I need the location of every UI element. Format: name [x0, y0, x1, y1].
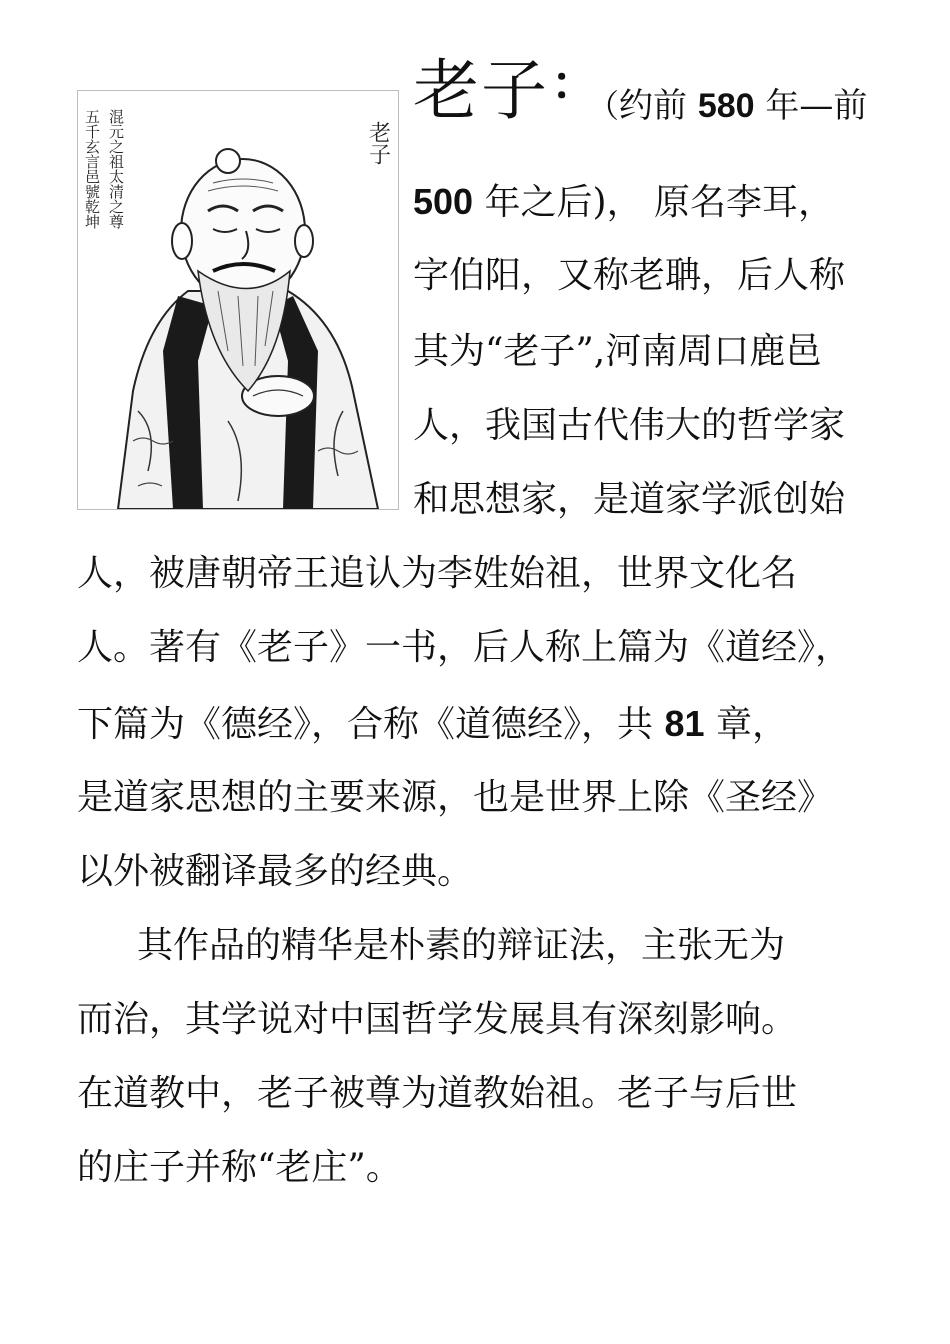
text-line-9: 是道家思想的主要来源，也是世界上除《圣经》	[77, 777, 834, 818]
portrait-drawing	[78, 91, 398, 509]
laozi-portrait-image	[77, 90, 399, 510]
text-line-8-start: 下篇为《德经》，合称《道德经》，共	[77, 704, 665, 745]
date-open-paren: （	[603, 87, 620, 125]
birth-year: 580	[697, 87, 755, 125]
text-line-1	[413, 180, 908, 225]
text-line-6: 人，被唐朝帝王追认为李姓始祖，世界文化名	[77, 553, 798, 594]
end-year: 500	[413, 181, 474, 222]
person-name-title: 老子	[413, 52, 549, 129]
date-prefix: 约前	[619, 86, 698, 126]
text-line-8	[77, 702, 907, 747]
paragraph-2-line-2: 而治，其学说对中国哲学发展具有深刻影响。	[77, 999, 798, 1040]
paragraph-2-line-1: 其作品的精华是朴素的辩证法，主张无为	[137, 925, 786, 966]
text-line-2: 字伯阳，又称老聃，后人称	[413, 255, 846, 296]
text-line-7: 人。著有《老子》一书，后人称上篇为《道经》，	[77, 627, 852, 668]
title-colon: ：	[551, 56, 597, 110]
text-line-5: 和思想家，是道家学派创始	[413, 479, 846, 520]
portrait-calligraphy-title: 老子	[365, 121, 391, 165]
chapter-count: 81	[664, 703, 705, 744]
paragraph-2-line-4: 的庄子并称“老庄”。	[77, 1147, 402, 1188]
text-line-1-rest: 年之后)， 原名李耳，	[473, 182, 835, 223]
paragraph-2-line-3: 在道教中，老子被尊为道教始祖。老子与后世	[77, 1073, 798, 1114]
text-line-4: 人，我国古代伟大的哲学家	[413, 405, 846, 446]
text-line-3: 其为“老子”,河南周口鹿邑	[413, 331, 822, 372]
text-line-10: 以外被翻译最多的经典。	[77, 851, 474, 892]
portrait-calligraphy-column-2: 五千玄言邑號乾坤	[83, 109, 101, 229]
date-middle: 年—前	[754, 86, 868, 126]
title-line	[413, 52, 913, 148]
portrait-calligraphy-column-1: 混元之祖太清之尊	[107, 109, 125, 229]
text-line-8-end: 章，	[704, 704, 788, 745]
